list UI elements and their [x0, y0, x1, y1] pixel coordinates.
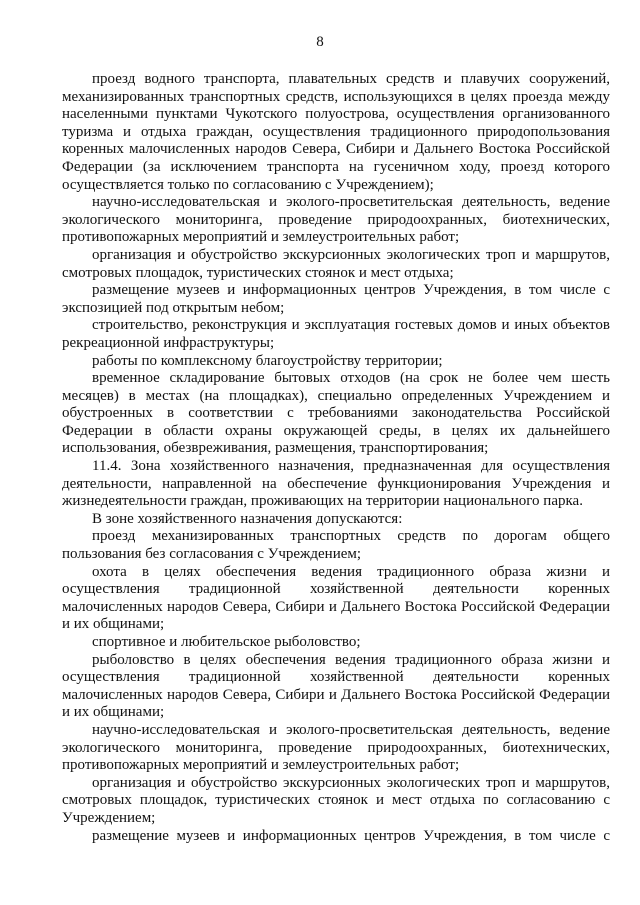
- paragraph: научно-исследовательская и эколого-просветительская деятельность, ведение экологического мониторинга, проведение природоохранных, биотехнических, противопожарных мероприятий и землеустроительных работ;: [62, 194, 610, 246]
- document-body: [62, 71, 610, 845]
- paragraph: научно-исследовательская и эколого-просветительская деятельность, ведение экологического мониторинга, проведение природоохранных, биотехнических, противопожарных мероприятий и землеустроительных работ;: [62, 721, 610, 774]
- paragraph: проезд водного транспорта, плавательных средств и плавучих сооружений, механизированных транспортных средств, использующихся в целях проезда между населенными пунктами Чукотского полуострова, осуществления организованного туризма и отдыха граждан, осуществления традиционного природопользования коренных малочисленных народов Севера, Сибири и Дальнего Востока Российской Федерации (за исключением транспорта на гусеничном ходу, проезд которого осуществляется только по согласованию с Учреждением);: [62, 71, 610, 193]
- page-number: 8: [316, 34, 324, 50]
- paragraph: временное складирование бытовых отходов (на срок не более чем шесть месяцев) в местах (на площадках), специально определенных Учреждением и обустроенных в соответствии с требованиями законодательства Российской Федерации в области охраны окружающей среды, в целях их дальнейшего использования, обезвреживания, размещения, транспортирования;: [62, 370, 610, 457]
- paragraph: рыболовство в целях обеспечения ведения традиционного образа жизни и осуществления традиционной хозяйственной деятельности коренных малочисленных народов Севера, Сибири и Дальнего Востока Российской Федерации и их общинами;: [62, 651, 610, 721]
- paragraph: проезд механизированных транспортных средств по дорогам общего пользования без согласования с Учреждением;: [62, 528, 610, 563]
- paragraph: охота в целях обеспечения ведения традиционного образа жизни и осуществления традиционной хозяйственной деятельности коренных малочисленных народов Севера, Сибири и Дальнего Востока Российской Федерации и их общинами;: [62, 563, 610, 633]
- paragraph: В зоне хозяйственного назначения допускаются:: [92, 510, 403, 527]
- paragraph: организация и обустройство экскурсионных экологических троп и маршрутов, смотровых площадок, туристических стоянок и мест отдыха;: [62, 246, 610, 281]
- section-paragraph: 11.4. Зона хозяйственного назначения, предназначенная для осуществления деятельности, направленной на обеспечение функционирования Учреждения и жизнедеятельности граждан, проживающих на территории национального парка.: [62, 458, 610, 510]
- paragraph: размещение музеев и информационных центров Учреждения, в том числе с экспозицией под открытым небом;: [62, 282, 610, 316]
- paragraph: работы по комплексному благоустройству территории;: [92, 352, 443, 369]
- paragraph: организация и обустройство экскурсионных экологических троп и маршрутов, смотровых площадок, туристических стоянок и мест отдыха по согласованию с Учреждением;: [62, 774, 610, 826]
- paragraph: строительство, реконструкция и эксплуатация гостевых домов и иных объектов рекреационной инфраструктуры;: [62, 317, 610, 351]
- paragraph: спортивное и любительское рыболовство;: [92, 634, 361, 650]
- paragraph: размещение музеев и информационных центров Учреждения, в том числе с: [92, 827, 610, 844]
